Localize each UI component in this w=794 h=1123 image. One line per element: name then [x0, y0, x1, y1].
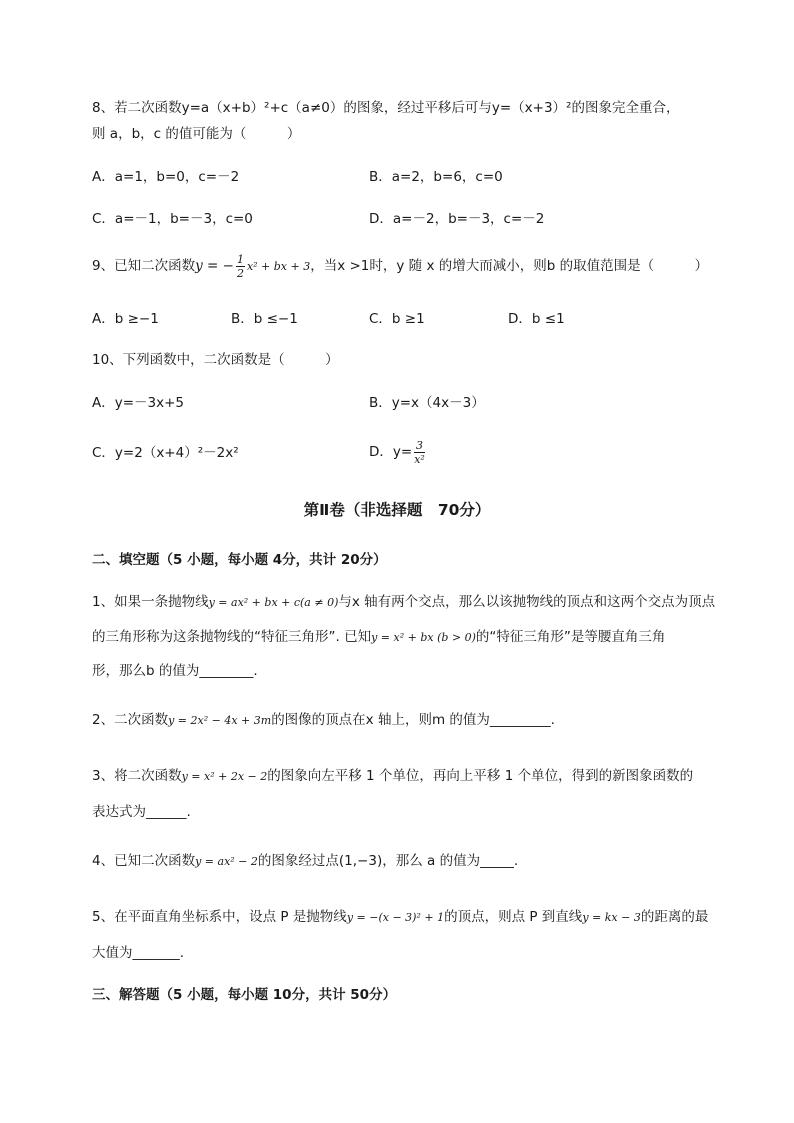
q9-prefix: 9、已知二次函数 — [92, 258, 196, 274]
q8-option-c: C．a=－1，b=－3，c=0 — [92, 211, 253, 227]
q9-frac-den: 2 — [236, 266, 244, 280]
q9-option-b: B．b ≤−1 — [231, 311, 298, 327]
f3-line2: 表达式为______. — [92, 804, 191, 820]
f5-a: 5、在平面直角坐标系中，设点 P 是抛物线 — [92, 909, 347, 925]
q10-stem: 10、下列函数中，二次函数是（ ） — [92, 352, 339, 368]
q9-func-lhs: y = − — [195, 258, 234, 274]
f3-a: 3、将二次函数 — [92, 768, 182, 784]
f5-math1: y = −(x − 3)² + 1 — [346, 911, 445, 924]
f3-b: 的图象向左平移 1 个单位，再向上平移 1 个单位，得到的新图象函数的 — [267, 768, 694, 784]
f4-math: y = ax² − 2 — [195, 855, 258, 868]
q10-d-prefix: D．y= — [369, 444, 413, 460]
q10-option-c: C．y=2（x+4）²－2x² — [92, 445, 239, 461]
q9-fraction — [236, 253, 245, 280]
f2-math: y = 2x² − 4x + 3m — [168, 714, 272, 727]
f1-l2-b: 的“特征三角形”是等腰直角三角 — [475, 629, 666, 645]
q9-middle: ，当x >1时，y 随 x 的增大而减小，则b 的取值范围是（ ） — [310, 258, 709, 274]
f5-math2: y = kx − 3 — [582, 911, 641, 924]
q8-stem-line1: 8、若二次函数y=a（x+b）²+c（a≠0）的图象，经过平移后可与y=（x+3）²的图象完全重合， — [92, 100, 680, 116]
q8-stem-line2: 则 a，b，c 的值可能为（ ） — [92, 126, 301, 142]
f4-b: 的图象经过点(1,−3)，那么 a 的值为_____. — [257, 853, 519, 869]
f2-b: 的图像的顶点在x 轴上，则m 的值为_________. — [271, 712, 555, 728]
q8-option-b: B．a=2，b=6，c=0 — [369, 169, 503, 185]
q10-option-d — [369, 436, 427, 468]
q10-option-b: B．y=x（4x－3） — [369, 395, 485, 411]
q8-option-a: A．a=1，b=0，c=－2 — [92, 169, 240, 185]
q9-stem — [92, 251, 708, 282]
f2-a: 2、二次函数 — [92, 712, 169, 728]
q10-option-a: A．y=－3x+5 — [92, 395, 185, 411]
f4-line — [92, 851, 518, 872]
section2-heading: 二、填空题（5 小题，每小题 4分，共计 20分） — [92, 552, 387, 568]
q9-func-rhs: x² + bx + 3 — [246, 260, 311, 273]
part2-title: 第Ⅱ卷（非选择题 70分） — [303, 501, 491, 519]
f1-l2-math: y = x² + bx (b > 0) — [371, 631, 476, 644]
section3-heading: 三、解答题（5 小题，每小题 10分，共计 50分） — [92, 987, 397, 1003]
f1-l1-a: 1、如果一条抛物线 — [92, 594, 209, 610]
f1-line2 — [92, 627, 665, 648]
q10-d-num: 3 — [416, 438, 424, 452]
f1-line3: 形，那么b 的值为________. — [92, 663, 258, 679]
f2-line — [92, 710, 555, 731]
q9-option-a: A．b ≥−1 — [92, 311, 159, 327]
q9-frac-num: 1 — [236, 252, 244, 266]
f1-l2-a: 的三角形称为这条抛物线的“特征三角形”. 已知 — [92, 629, 372, 645]
f5-line1 — [92, 907, 708, 928]
q10-d-fraction — [414, 439, 425, 466]
q9-option-c: C．b ≥1 — [369, 311, 425, 327]
f4-a: 4、已知二次函数 — [92, 853, 196, 869]
f5-b: 的顶点，则点 P 到直线 — [444, 909, 583, 925]
f3-line1 — [92, 766, 693, 787]
f3-math: y = x² + 2x − 2 — [181, 770, 268, 783]
q10-d-den: x² — [414, 452, 425, 466]
q9-option-d: D．b ≤1 — [508, 311, 565, 327]
f1-line1 — [92, 592, 715, 613]
f1-l1-b: 与x 轴有两个交点，那么以该抛物线的顶点和这两个交点为顶点 — [338, 594, 716, 610]
f1-l1-math: y = ax² + bx + c(a ≠ 0) — [208, 596, 339, 609]
f5-c: 的距离的最 — [640, 909, 709, 925]
f5-line2: 大值为_______. — [92, 945, 185, 961]
q8-option-d: D．a=－2，b=－3，c=－2 — [369, 211, 545, 227]
